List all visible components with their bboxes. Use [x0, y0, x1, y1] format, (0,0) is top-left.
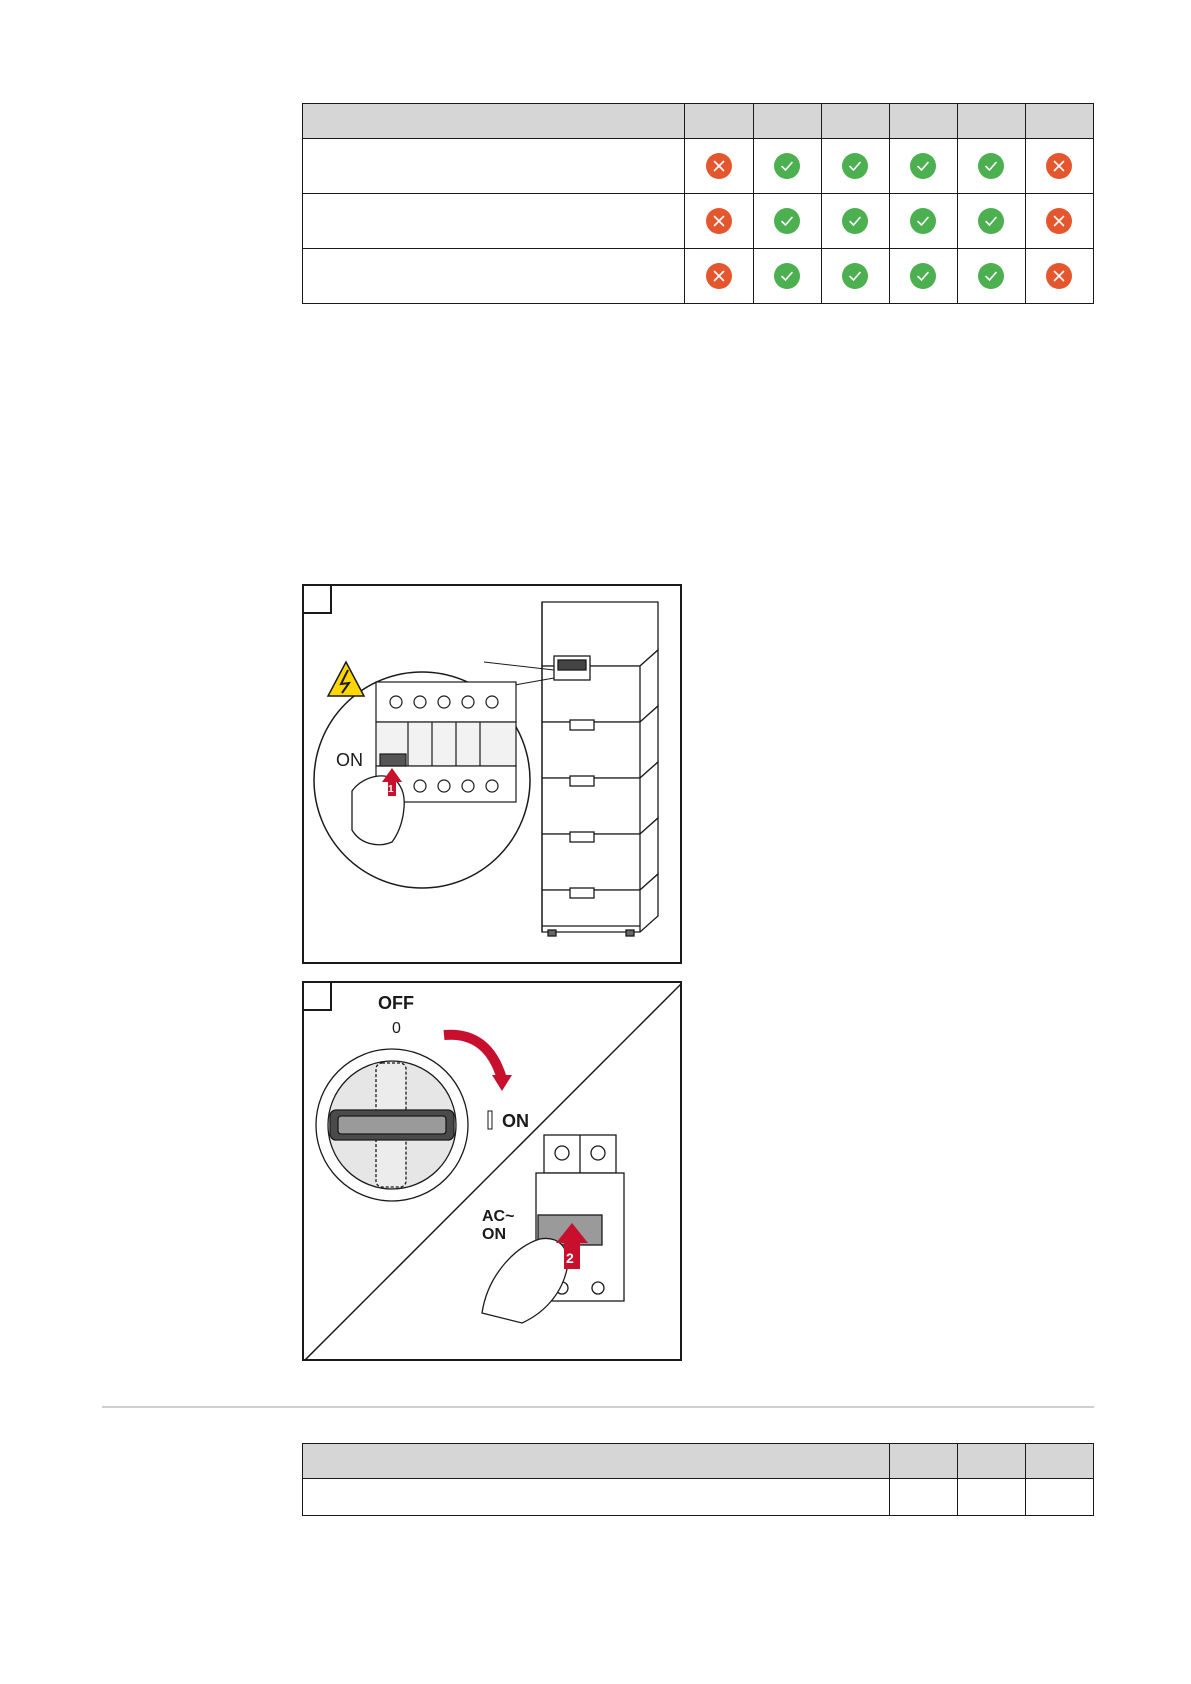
- cross-icon: [1045, 262, 1073, 290]
- rotary-switch: [316, 1049, 468, 1201]
- header-cell: [1025, 104, 1093, 139]
- status-cell: [685, 194, 753, 249]
- cross-icon: [1045, 207, 1073, 235]
- lower-table: [302, 1443, 1094, 1516]
- header-cell: [303, 104, 685, 139]
- row-label-cell: [303, 139, 685, 194]
- check-icon: [977, 262, 1005, 290]
- step-2-label: 2: [566, 1250, 574, 1266]
- check-icon: [841, 262, 869, 290]
- status-cell: [957, 139, 1025, 194]
- check-icon: [841, 207, 869, 235]
- cross-icon: [705, 262, 733, 290]
- status-cell: [889, 194, 957, 249]
- zero-mark: 0: [392, 1020, 401, 1037]
- check-icon: [909, 152, 937, 180]
- cross-icon: [705, 207, 733, 235]
- check-icon: [909, 262, 937, 290]
- ac-label-line2: ON: [482, 1226, 506, 1243]
- section-divider: [102, 1406, 1094, 1408]
- off-label: OFF: [378, 993, 414, 1013]
- status-cell: [753, 139, 821, 194]
- status-cell: [753, 194, 821, 249]
- status-cell: [1025, 249, 1093, 304]
- status-cell: [889, 249, 957, 304]
- on-mark: [488, 1111, 492, 1129]
- status-cell: [821, 194, 889, 249]
- status-cell: [821, 249, 889, 304]
- check-icon: [773, 152, 801, 180]
- step-box: [304, 586, 332, 614]
- step-1-label: 1: [482, 1058, 490, 1074]
- header-cell: [1025, 1444, 1093, 1479]
- disconnector-illustration: [304, 983, 682, 1361]
- header-cell: [303, 1444, 890, 1479]
- check-icon: [977, 152, 1005, 180]
- compatibility-table: [302, 103, 1094, 304]
- header-cell: [753, 104, 821, 139]
- header-cell: [685, 104, 753, 139]
- header-cell: [821, 104, 889, 139]
- on-label: ON: [336, 750, 363, 770]
- battery-switch-figure: [302, 584, 682, 964]
- battery-switch-illustration: [304, 586, 682, 964]
- header-cell: [889, 1444, 957, 1479]
- on-label: ON: [502, 1111, 529, 1131]
- check-icon: [977, 207, 1005, 235]
- rotate-arrow-icon: [444, 1035, 502, 1079]
- header-cell: [889, 104, 957, 139]
- status-cell: [1025, 139, 1093, 194]
- status-cell: [685, 249, 753, 304]
- table-cell: [1025, 1479, 1093, 1516]
- table-row: [303, 1479, 1094, 1516]
- status-cell: [957, 194, 1025, 249]
- header-cell: [957, 104, 1025, 139]
- status-cell: [753, 249, 821, 304]
- table-row: [303, 194, 1094, 249]
- ac-label-line1: AC~: [482, 1208, 515, 1225]
- status-cell: [685, 139, 753, 194]
- table-cell: [889, 1479, 957, 1516]
- disconnector-figure: [302, 981, 682, 1361]
- status-cell: [1025, 194, 1093, 249]
- hand-icon: [352, 776, 404, 845]
- check-icon: [773, 207, 801, 235]
- cross-icon: [1045, 152, 1073, 180]
- battery-tower: [542, 602, 658, 936]
- step-box: [304, 983, 332, 1011]
- table-row: [303, 139, 1094, 194]
- cross-icon: [705, 152, 733, 180]
- row-label-cell: [303, 249, 685, 304]
- table-header-row: [303, 1444, 1094, 1479]
- step-number: 1: [388, 784, 394, 795]
- table-row: [303, 249, 1094, 304]
- status-cell: [957, 249, 1025, 304]
- high-voltage-warning-icon: [328, 662, 364, 696]
- rotate-arrowhead-icon: [492, 1075, 512, 1091]
- status-cell: [889, 139, 957, 194]
- hand-icon: [482, 1238, 568, 1323]
- header-cell: [957, 1444, 1025, 1479]
- check-icon: [841, 152, 869, 180]
- table-header-row: [303, 104, 1094, 139]
- check-icon: [909, 207, 937, 235]
- table-cell: [303, 1479, 890, 1516]
- check-icon: [773, 262, 801, 290]
- status-cell: [821, 139, 889, 194]
- row-label-cell: [303, 194, 685, 249]
- table-cell: [957, 1479, 1025, 1516]
